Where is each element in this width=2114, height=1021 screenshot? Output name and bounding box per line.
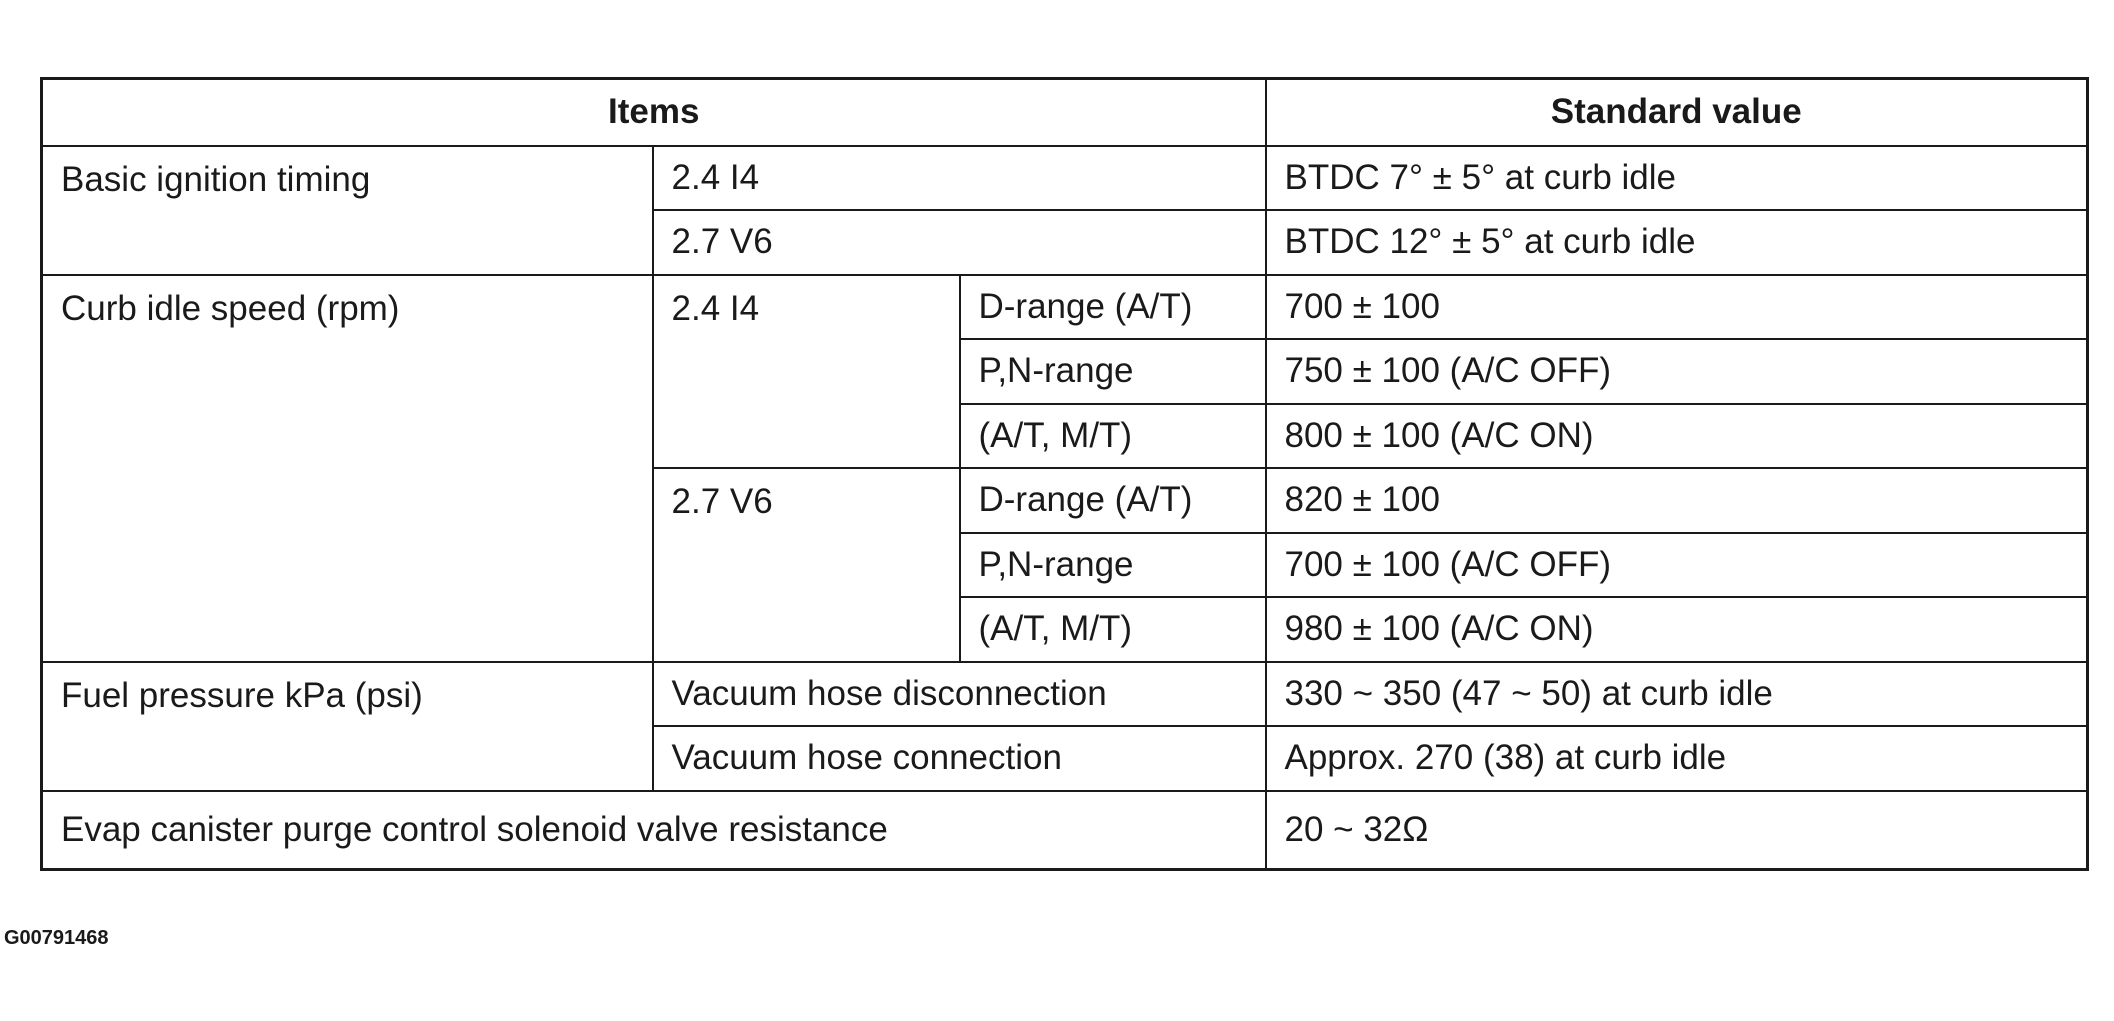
- fuel-pressure-value: 330 ~ 350 (47 ~ 50) at curb idle: [1266, 662, 2088, 727]
- table-row: [42, 275, 2088, 340]
- figure-id: G00791468: [4, 927, 109, 949]
- table-row: [42, 791, 2088, 870]
- curb-idle-item: Curb idle speed (rpm): [42, 275, 653, 662]
- curb-idle-condition: (A/T, M/T): [960, 404, 1266, 469]
- curb-idle-value: 700 ± 100: [1266, 275, 2088, 340]
- evap-item: Evap canister purge control solenoid valve resistance: [42, 791, 1266, 870]
- curb-idle-condition: D-range (A/T): [960, 468, 1266, 533]
- curb-idle-value: 820 ± 100: [1266, 468, 2088, 533]
- curb-idle-condition: (A/T, M/T): [960, 597, 1266, 662]
- ignition-timing-value: BTDC 7° ± 5° at curb idle: [1266, 146, 2088, 211]
- curb-idle-value: 700 ± 100 (A/C OFF): [1266, 533, 2088, 598]
- fuel-pressure-value: Approx. 270 (38) at curb idle: [1266, 726, 2088, 791]
- items-header: Items: [42, 79, 1266, 146]
- header-row: [42, 79, 2088, 146]
- curb-idle-engine: 2.4 I4: [653, 275, 960, 469]
- table-row: [42, 146, 2088, 211]
- ignition-timing-engine: 2.4 I4: [653, 146, 1266, 211]
- specification-table: [40, 77, 2089, 871]
- evap-value: 20 ~ 32Ω: [1266, 791, 2088, 870]
- fuel-pressure-condition: Vacuum hose connection: [653, 726, 1266, 791]
- curb-idle-value: 750 ± 100 (A/C OFF): [1266, 339, 2088, 404]
- curb-idle-value: 800 ± 100 (A/C ON): [1266, 404, 2088, 469]
- standard-value-header: Standard value: [1266, 79, 2088, 146]
- ignition-timing-value: BTDC 12° ± 5° at curb idle: [1266, 210, 2088, 275]
- curb-idle-condition: P,N-range: [960, 533, 1266, 598]
- fuel-pressure-condition: Vacuum hose disconnection: [653, 662, 1266, 727]
- table-row: [42, 662, 2088, 727]
- curb-idle-engine: 2.7 V6: [653, 468, 960, 662]
- ignition-timing-item: Basic ignition timing: [42, 146, 653, 275]
- curb-idle-value: 980 ± 100 (A/C ON): [1266, 597, 2088, 662]
- ignition-timing-engine: 2.7 V6: [653, 210, 1266, 275]
- curb-idle-condition: D-range (A/T): [960, 275, 1266, 340]
- curb-idle-condition: P,N-range: [960, 339, 1266, 404]
- fuel-pressure-item: Fuel pressure kPa (psi): [42, 662, 653, 791]
